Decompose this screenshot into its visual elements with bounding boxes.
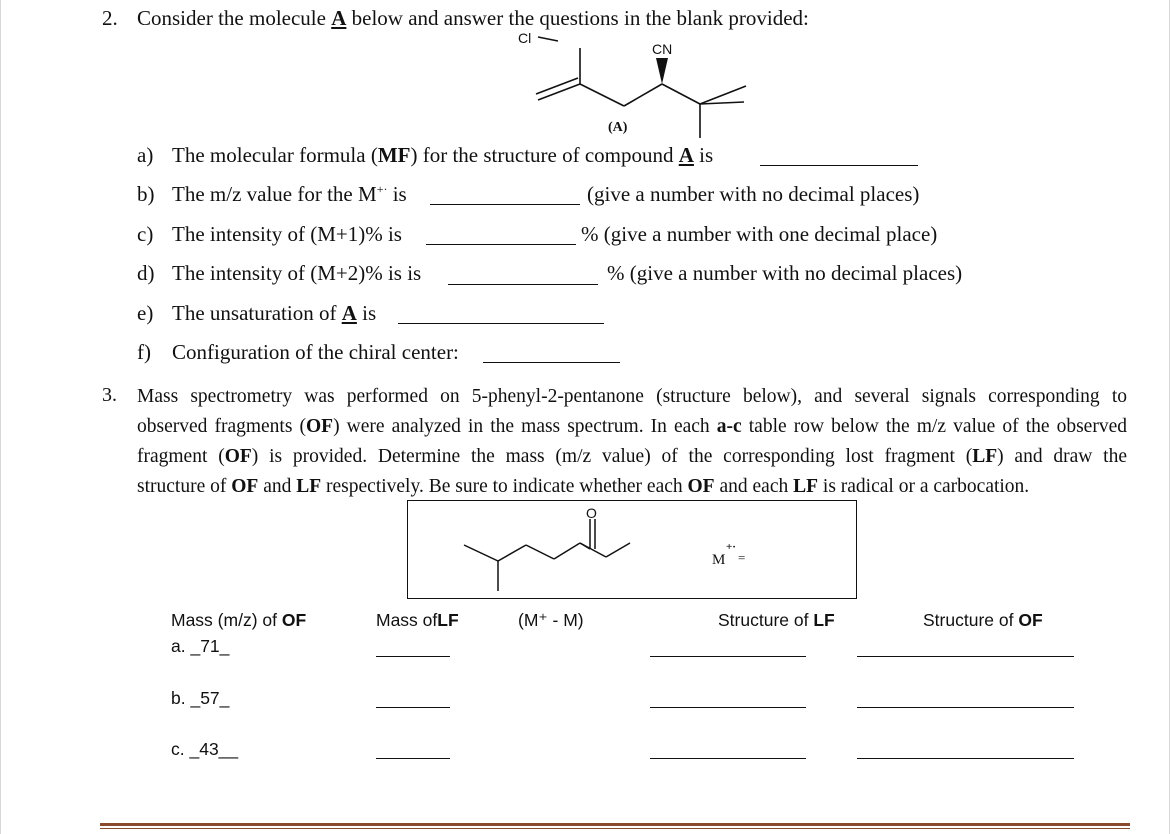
header-structure-of: Structure of OF <box>923 610 1043 630</box>
q2c-letter: c) <box>137 222 154 246</box>
bond-c7 <box>700 102 744 104</box>
m-equals: = <box>738 550 746 565</box>
q3-paragraph <box>137 382 1127 502</box>
molecule-name-label: (A) <box>608 120 628 135</box>
q3-line-3: fragment (OF) is provided. Determine the mass (m/z value) of the corresponding lost fragment (LF) and draw the <box>137 446 1127 467</box>
row-b-structure-of-blank[interactable] <box>857 707 1074 708</box>
header-structure-lf: Structure of LF <box>718 610 835 630</box>
bold-term: LF <box>296 476 322 497</box>
q2d-note: % (give a number with no decimal places) <box>607 261 963 285</box>
bond-c3 <box>624 84 662 106</box>
bold-term: OF <box>224 446 252 467</box>
q2f-letter: f) <box>137 340 151 364</box>
bond-c5 <box>700 86 746 104</box>
row-a-label: a. _71_ <box>171 636 230 656</box>
row-b-structure-lf-blank[interactable] <box>650 707 806 708</box>
molecule-a-structure <box>510 26 770 142</box>
footer-rule-thick <box>100 823 1130 826</box>
q2a-answer-blank[interactable] <box>760 165 918 166</box>
row-b-mass-lf-blank[interactable] <box>376 707 450 708</box>
q2c-answer-blank[interactable] <box>426 244 576 245</box>
q2a-text: The molecular formula (MF) for the structure of compound A is <box>172 143 714 167</box>
q2b-note: (give a number with no decimal places) <box>587 182 920 206</box>
bold-term: a-c <box>716 416 742 437</box>
q2d-letter: d) <box>137 261 155 285</box>
bond-c4 <box>662 84 700 104</box>
bold-term: LF <box>972 446 998 467</box>
bold-term: OF <box>687 476 715 497</box>
q2c-text: The intensity of (M+1)% is <box>172 222 402 246</box>
bond-double-1 <box>538 84 580 100</box>
row-c-mass-lf-blank[interactable] <box>376 758 450 759</box>
header-diff: (M⁺ - M) <box>518 610 584 630</box>
structure-box <box>407 500 857 599</box>
m-charge: +· <box>726 541 736 553</box>
q2d-answer-blank[interactable] <box>448 284 598 285</box>
row-a-mass-lf-blank[interactable] <box>376 656 450 657</box>
oxygen-label: O <box>586 505 597 521</box>
pentanone-structure <box>408 501 856 598</box>
q2e-letter: e) <box>137 301 154 325</box>
bond-cl <box>538 37 558 41</box>
row-c-structure-lf-blank[interactable] <box>650 758 806 759</box>
q3-line-1: Mass spectrometry was performed on 5-phenyl-2-pentanone (structure below), and several signals corresponding to <box>137 386 1127 407</box>
bond-c2 <box>580 84 624 106</box>
row-a-structure-lf-blank[interactable] <box>650 656 806 657</box>
bold-term: OF <box>306 416 334 437</box>
q3-line-4: structure of OF and LF respectively. Be sure to indicate whether each OF and each LF is radical or a carbocation. <box>137 476 1030 497</box>
header-mass-lf: Mass ofLF <box>376 610 459 630</box>
wedge-bond-cn <box>656 58 668 84</box>
bold-term: OF <box>231 476 259 497</box>
cn-label: CN <box>652 41 673 57</box>
q2e-text: The unsaturation of A is <box>172 301 377 325</box>
bold-term: LF <box>793 476 819 497</box>
m-label: M <box>712 552 726 568</box>
q2b-letter: b) <box>137 182 155 206</box>
q3-line-2: observed fragments (OF) were analyzed in the mass spectrum. In each a-c table row below the m/z value of the observed <box>137 416 1127 437</box>
footer-rule-thin <box>100 828 1130 829</box>
row-c-structure-of-blank[interactable] <box>857 758 1074 759</box>
q2e-answer-blank[interactable] <box>398 323 604 324</box>
cl-label: Cl <box>518 30 532 46</box>
q2f-text: Configuration of the chiral center: <box>172 340 459 364</box>
row-c-label: c. _43__ <box>171 739 239 759</box>
row-a-structure-of-blank[interactable] <box>857 656 1074 657</box>
q2b-answer-blank[interactable] <box>430 204 580 205</box>
q2-number: 2. <box>102 6 118 30</box>
q2a-letter: a) <box>137 143 154 167</box>
q2-intro: Consider the molecule A below and answer the questions in the blank provided: <box>137 6 809 30</box>
row-b-label: b. _57_ <box>171 688 230 708</box>
bond-double-2 <box>536 78 578 94</box>
q2b-text: The m/z value for the M+· is <box>172 182 407 206</box>
q2c-note: % (give a number with one decimal place) <box>581 222 938 246</box>
q3-number: 3. <box>102 384 117 406</box>
header-mass-of: Mass (m/z) of OF <box>171 610 307 630</box>
q2f-answer-blank[interactable] <box>483 362 620 363</box>
q2d-text: The intensity of (M+2)% is is <box>172 261 422 285</box>
